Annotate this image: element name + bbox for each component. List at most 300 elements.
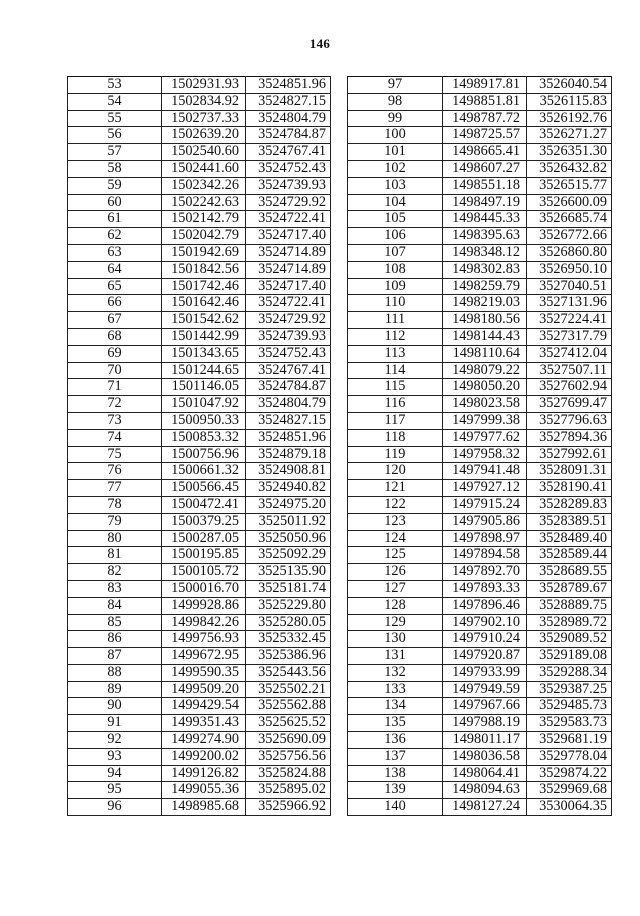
y-coordinate-cell: 3525386.96 <box>246 648 331 665</box>
table-row <box>348 530 612 547</box>
table-row <box>68 379 331 396</box>
point-number-cell: 62 <box>68 228 162 245</box>
x-coordinate-cell: 1497896.46 <box>443 597 527 614</box>
point-number-cell: 67 <box>68 312 162 329</box>
y-coordinate-cell: 3528289.83 <box>527 496 612 513</box>
table-row <box>68 127 331 144</box>
point-number-cell: 134 <box>348 698 443 715</box>
x-coordinate-cell: 1498064.41 <box>443 765 527 782</box>
point-number-cell: 71 <box>68 379 162 396</box>
point-number-cell: 124 <box>348 530 443 547</box>
point-number-cell: 103 <box>348 177 443 194</box>
x-coordinate-cell: 1497910.24 <box>443 631 527 648</box>
x-coordinate-cell: 1501642.46 <box>162 295 246 312</box>
point-number-cell: 131 <box>348 648 443 665</box>
y-coordinate-cell: 3525756.56 <box>246 748 331 765</box>
x-coordinate-cell: 1500195.85 <box>162 547 246 564</box>
table-row <box>68 278 331 295</box>
y-coordinate-cell: 3529089.52 <box>527 631 612 648</box>
table-row <box>68 446 331 463</box>
table-row <box>348 631 612 648</box>
y-coordinate-cell: 3529681.19 <box>527 732 612 749</box>
point-number-cell: 139 <box>348 782 443 799</box>
x-coordinate-cell: 1500379.25 <box>162 513 246 530</box>
point-number-cell: 60 <box>68 194 162 211</box>
point-number-cell: 55 <box>68 110 162 127</box>
y-coordinate-cell: 3524714.89 <box>246 261 331 278</box>
table-row <box>68 177 331 194</box>
y-coordinate-cell: 3524851.96 <box>246 429 331 446</box>
point-number-cell: 95 <box>68 782 162 799</box>
table-row <box>348 463 612 480</box>
x-coordinate-cell: 1498787.72 <box>443 110 527 127</box>
table-row <box>348 765 612 782</box>
point-number-cell: 87 <box>68 648 162 665</box>
x-coordinate-cell: 1500756.96 <box>162 446 246 463</box>
point-number-cell: 106 <box>348 228 443 245</box>
x-coordinate-cell: 1501742.46 <box>162 278 246 295</box>
table-row <box>68 412 331 429</box>
y-coordinate-cell: 3527317.79 <box>527 328 612 345</box>
y-coordinate-cell: 3527507.11 <box>527 362 612 379</box>
x-coordinate-cell: 1498665.41 <box>443 144 527 161</box>
point-number-cell: 125 <box>348 547 443 564</box>
y-coordinate-cell: 3527796.63 <box>527 412 612 429</box>
point-number-cell: 135 <box>348 715 443 732</box>
point-number-cell: 65 <box>68 278 162 295</box>
point-number-cell: 121 <box>348 480 443 497</box>
point-number-cell: 59 <box>68 177 162 194</box>
y-coordinate-cell: 3526515.77 <box>527 177 612 194</box>
page-number: 146 <box>309 36 331 51</box>
point-number-cell: 56 <box>68 127 162 144</box>
point-number-cell: 73 <box>68 412 162 429</box>
table-row <box>68 496 331 513</box>
point-number-cell: 105 <box>348 211 443 228</box>
table-row <box>68 396 331 413</box>
x-coordinate-cell: 1497894.58 <box>443 547 527 564</box>
point-number-cell: 96 <box>68 799 162 816</box>
table-row <box>68 631 331 648</box>
point-number-cell: 129 <box>348 614 443 631</box>
table-row <box>348 580 612 597</box>
x-coordinate-cell: 1498607.27 <box>443 160 527 177</box>
point-number-cell: 88 <box>68 664 162 681</box>
y-coordinate-cell: 3525443.56 <box>246 664 331 681</box>
point-number-cell: 82 <box>68 564 162 581</box>
table-row <box>348 513 612 530</box>
table-row <box>348 160 612 177</box>
table-row <box>348 211 612 228</box>
y-coordinate-cell: 3528091.31 <box>527 463 612 480</box>
point-number-cell: 100 <box>348 127 443 144</box>
point-number-cell: 94 <box>68 765 162 782</box>
point-number-cell: 123 <box>348 513 443 530</box>
x-coordinate-cell: 1498725.57 <box>443 127 527 144</box>
y-coordinate-cell: 3525966.92 <box>246 799 331 816</box>
table-row <box>348 648 612 665</box>
table-row <box>68 345 331 362</box>
table-row <box>68 782 331 799</box>
table-row <box>348 312 612 329</box>
table-row <box>68 194 331 211</box>
y-coordinate-cell: 3530064.35 <box>527 799 612 816</box>
table-row <box>68 748 331 765</box>
y-coordinate-cell: 3524729.92 <box>246 194 331 211</box>
table-row <box>68 732 331 749</box>
y-coordinate-cell: 3524784.87 <box>246 127 331 144</box>
coordinate-table-left <box>67 76 331 816</box>
x-coordinate-cell: 1500661.32 <box>162 463 246 480</box>
table-row <box>348 295 612 312</box>
table-row <box>348 228 612 245</box>
y-coordinate-cell: 3529189.08 <box>527 648 612 665</box>
point-number-cell: 133 <box>348 681 443 698</box>
x-coordinate-cell: 1499672.95 <box>162 648 246 665</box>
y-coordinate-cell: 3524975.20 <box>246 496 331 513</box>
table-row <box>68 681 331 698</box>
y-coordinate-cell: 3524717.40 <box>246 278 331 295</box>
table-row <box>348 614 612 631</box>
y-coordinate-cell: 3525050.96 <box>246 530 331 547</box>
x-coordinate-cell: 1497898.97 <box>443 530 527 547</box>
table-row <box>348 127 612 144</box>
x-coordinate-cell: 1501842.56 <box>162 261 246 278</box>
x-coordinate-cell: 1497915.24 <box>443 496 527 513</box>
x-coordinate-cell: 1498144.43 <box>443 328 527 345</box>
table-row <box>348 244 612 261</box>
x-coordinate-cell: 1502931.93 <box>162 77 246 94</box>
point-number-cell: 70 <box>68 362 162 379</box>
point-number-cell: 77 <box>68 480 162 497</box>
y-coordinate-cell: 3525181.74 <box>246 580 331 597</box>
table-row <box>348 194 612 211</box>
x-coordinate-cell: 1499509.20 <box>162 681 246 698</box>
y-coordinate-cell: 3524729.92 <box>246 312 331 329</box>
table-row <box>348 362 612 379</box>
x-coordinate-cell: 1502540.60 <box>162 144 246 161</box>
table-row <box>68 614 331 631</box>
y-coordinate-cell: 3528889.75 <box>527 597 612 614</box>
y-coordinate-cell: 3527040.51 <box>527 278 612 295</box>
point-number-cell: 111 <box>348 312 443 329</box>
table-row <box>348 782 612 799</box>
point-number-cell: 117 <box>348 412 443 429</box>
point-number-cell: 137 <box>348 748 443 765</box>
y-coordinate-cell: 3525824.88 <box>246 765 331 782</box>
table-row <box>348 77 612 94</box>
y-coordinate-cell: 3526685.74 <box>527 211 612 228</box>
x-coordinate-cell: 1497999.38 <box>443 412 527 429</box>
y-coordinate-cell: 3529969.68 <box>527 782 612 799</box>
table-row <box>68 228 331 245</box>
table-row <box>68 312 331 329</box>
y-coordinate-cell: 3529485.73 <box>527 698 612 715</box>
y-coordinate-cell: 3524784.87 <box>246 379 331 396</box>
point-number-cell: 93 <box>68 748 162 765</box>
point-number-cell: 107 <box>348 244 443 261</box>
point-number-cell: 53 <box>68 77 162 94</box>
point-number-cell: 110 <box>348 295 443 312</box>
x-coordinate-cell: 1498259.79 <box>443 278 527 295</box>
y-coordinate-cell: 3529583.73 <box>527 715 612 732</box>
x-coordinate-cell: 1502342.26 <box>162 177 246 194</box>
table-row <box>348 177 612 194</box>
point-number-cell: 83 <box>68 580 162 597</box>
table-row <box>348 144 612 161</box>
y-coordinate-cell: 3524752.43 <box>246 345 331 362</box>
y-coordinate-cell: 3526600.09 <box>527 194 612 211</box>
y-coordinate-cell: 3526860.80 <box>527 244 612 261</box>
table-row <box>68 648 331 665</box>
table-row <box>348 698 612 715</box>
x-coordinate-cell: 1501146.05 <box>162 379 246 396</box>
x-coordinate-cell: 1501942.69 <box>162 244 246 261</box>
point-number-cell: 127 <box>348 580 443 597</box>
y-coordinate-cell: 3524940.82 <box>246 480 331 497</box>
y-coordinate-cell: 3527412.04 <box>527 345 612 362</box>
x-coordinate-cell: 1502834.92 <box>162 93 246 110</box>
y-coordinate-cell: 3528789.67 <box>527 580 612 597</box>
x-coordinate-cell: 1499429.54 <box>162 698 246 715</box>
point-number-cell: 81 <box>68 547 162 564</box>
x-coordinate-cell: 1498395.63 <box>443 228 527 245</box>
x-coordinate-cell: 1498011.17 <box>443 732 527 749</box>
x-coordinate-cell: 1501244.65 <box>162 362 246 379</box>
point-number-cell: 64 <box>68 261 162 278</box>
x-coordinate-cell: 1498219.03 <box>443 295 527 312</box>
x-coordinate-cell: 1498180.56 <box>443 312 527 329</box>
table-row <box>68 547 331 564</box>
y-coordinate-cell: 3527992.61 <box>527 446 612 463</box>
x-coordinate-cell: 1499126.82 <box>162 765 246 782</box>
y-coordinate-cell: 3526772.66 <box>527 228 612 245</box>
x-coordinate-cell: 1502737.33 <box>162 110 246 127</box>
y-coordinate-cell: 3528989.72 <box>527 614 612 631</box>
x-coordinate-cell: 1498094.63 <box>443 782 527 799</box>
y-coordinate-cell: 3526271.27 <box>527 127 612 144</box>
x-coordinate-cell: 1498348.12 <box>443 244 527 261</box>
table-row <box>68 564 331 581</box>
table-row <box>348 715 612 732</box>
x-coordinate-cell: 1497949.59 <box>443 681 527 698</box>
table-row <box>68 77 331 94</box>
point-number-cell: 61 <box>68 211 162 228</box>
table-row <box>68 765 331 782</box>
x-coordinate-cell: 1498302.83 <box>443 261 527 278</box>
x-coordinate-cell: 1500853.32 <box>162 429 246 446</box>
y-coordinate-cell: 3528589.44 <box>527 547 612 564</box>
x-coordinate-cell: 1498497.19 <box>443 194 527 211</box>
coordinate-table-right <box>347 76 612 816</box>
y-coordinate-cell: 3524804.79 <box>246 396 331 413</box>
table-row <box>348 110 612 127</box>
point-number-cell: 136 <box>348 732 443 749</box>
y-coordinate-cell: 3529778.04 <box>527 748 612 765</box>
x-coordinate-cell: 1498023.58 <box>443 396 527 413</box>
table-row <box>348 547 612 564</box>
x-coordinate-cell: 1500105.72 <box>162 564 246 581</box>
x-coordinate-cell: 1502441.60 <box>162 160 246 177</box>
x-coordinate-cell: 1497892.70 <box>443 564 527 581</box>
y-coordinate-cell: 3525229.80 <box>246 597 331 614</box>
x-coordinate-cell: 1498127.24 <box>443 799 527 816</box>
x-coordinate-cell: 1498445.33 <box>443 211 527 228</box>
point-number-cell: 119 <box>348 446 443 463</box>
y-coordinate-cell: 3524767.41 <box>246 144 331 161</box>
table-row <box>68 211 331 228</box>
x-coordinate-cell: 1498985.68 <box>162 799 246 816</box>
table-row <box>348 799 612 816</box>
point-number-cell: 114 <box>348 362 443 379</box>
x-coordinate-cell: 1502242.63 <box>162 194 246 211</box>
point-number-cell: 113 <box>348 345 443 362</box>
point-number-cell: 104 <box>348 194 443 211</box>
table-row <box>348 748 612 765</box>
point-number-cell: 69 <box>68 345 162 362</box>
table-row <box>68 144 331 161</box>
point-number-cell: 109 <box>348 278 443 295</box>
point-number-cell: 130 <box>348 631 443 648</box>
y-coordinate-cell: 3527894.36 <box>527 429 612 446</box>
y-coordinate-cell: 3526192.76 <box>527 110 612 127</box>
table-row <box>68 93 331 110</box>
y-coordinate-cell: 3525562.88 <box>246 698 331 715</box>
table-row <box>348 496 612 513</box>
x-coordinate-cell: 1502639.20 <box>162 127 246 144</box>
y-coordinate-cell: 3525625.52 <box>246 715 331 732</box>
point-number-cell: 75 <box>68 446 162 463</box>
table-row <box>68 580 331 597</box>
x-coordinate-cell: 1502042.79 <box>162 228 246 245</box>
table-row <box>348 429 612 446</box>
x-coordinate-cell: 1501047.92 <box>162 396 246 413</box>
y-coordinate-cell: 3524879.18 <box>246 446 331 463</box>
table-row <box>68 362 331 379</box>
point-number-cell: 116 <box>348 396 443 413</box>
table-row <box>68 698 331 715</box>
y-coordinate-cell: 3526432.82 <box>527 160 612 177</box>
y-coordinate-cell: 3528389.51 <box>527 513 612 530</box>
y-coordinate-cell: 3524827.15 <box>246 93 331 110</box>
table-row <box>348 93 612 110</box>
y-coordinate-cell: 3528689.55 <box>527 564 612 581</box>
point-number-cell: 89 <box>68 681 162 698</box>
point-number-cell: 97 <box>348 77 443 94</box>
x-coordinate-cell: 1497927.12 <box>443 480 527 497</box>
table-row <box>348 328 612 345</box>
y-coordinate-cell: 3527699.47 <box>527 396 612 413</box>
y-coordinate-cell: 3526351.30 <box>527 144 612 161</box>
x-coordinate-cell: 1497933.99 <box>443 664 527 681</box>
point-number-cell: 58 <box>68 160 162 177</box>
y-coordinate-cell: 3524722.41 <box>246 295 331 312</box>
table-row <box>68 513 331 530</box>
x-coordinate-cell: 1499055.36 <box>162 782 246 799</box>
x-coordinate-cell: 1502142.79 <box>162 211 246 228</box>
y-coordinate-cell: 3527602.94 <box>527 379 612 396</box>
x-coordinate-cell: 1498110.64 <box>443 345 527 362</box>
y-coordinate-cell: 3529874.22 <box>527 765 612 782</box>
x-coordinate-cell: 1497958.32 <box>443 446 527 463</box>
table-row <box>348 446 612 463</box>
y-coordinate-cell: 3526115.83 <box>527 93 612 110</box>
y-coordinate-cell: 3524752.43 <box>246 160 331 177</box>
point-number-cell: 92 <box>68 732 162 749</box>
y-coordinate-cell: 3524908.81 <box>246 463 331 480</box>
point-number-cell: 80 <box>68 530 162 547</box>
table-row <box>68 715 331 732</box>
x-coordinate-cell: 1497905.86 <box>443 513 527 530</box>
y-coordinate-cell: 3529288.34 <box>527 664 612 681</box>
x-coordinate-cell: 1501343.65 <box>162 345 246 362</box>
point-number-cell: 98 <box>348 93 443 110</box>
x-coordinate-cell: 1498036.58 <box>443 748 527 765</box>
table-row <box>68 664 331 681</box>
point-number-cell: 57 <box>68 144 162 161</box>
y-coordinate-cell: 3525092.29 <box>246 547 331 564</box>
y-coordinate-cell: 3525895.02 <box>246 782 331 799</box>
y-coordinate-cell: 3526040.54 <box>527 77 612 94</box>
x-coordinate-cell: 1498851.81 <box>443 93 527 110</box>
point-number-cell: 66 <box>68 295 162 312</box>
table-row <box>68 530 331 547</box>
point-number-cell: 99 <box>348 110 443 127</box>
point-number-cell: 78 <box>68 496 162 513</box>
table-row <box>348 480 612 497</box>
table-row <box>68 160 331 177</box>
y-coordinate-cell: 3525690.09 <box>246 732 331 749</box>
x-coordinate-cell: 1497967.66 <box>443 698 527 715</box>
point-number-cell: 74 <box>68 429 162 446</box>
table-row <box>68 261 331 278</box>
point-number-cell: 128 <box>348 597 443 614</box>
point-number-cell: 115 <box>348 379 443 396</box>
table-row <box>348 664 612 681</box>
y-coordinate-cell: 3527224.41 <box>527 312 612 329</box>
x-coordinate-cell: 1498551.18 <box>443 177 527 194</box>
y-coordinate-cell: 3524722.41 <box>246 211 331 228</box>
table-row <box>348 597 612 614</box>
point-number-cell: 108 <box>348 261 443 278</box>
point-number-cell: 102 <box>348 160 443 177</box>
point-number-cell: 79 <box>68 513 162 530</box>
table-row <box>68 799 331 816</box>
x-coordinate-cell: 1497893.33 <box>443 580 527 597</box>
table-row <box>68 463 331 480</box>
table-row <box>68 480 331 497</box>
x-coordinate-cell: 1498917.81 <box>443 77 527 94</box>
point-number-cell: 54 <box>68 93 162 110</box>
point-number-cell: 72 <box>68 396 162 413</box>
x-coordinate-cell: 1499590.35 <box>162 664 246 681</box>
table-row <box>348 345 612 362</box>
table-row <box>348 412 612 429</box>
y-coordinate-cell: 3524739.93 <box>246 328 331 345</box>
x-coordinate-cell: 1497988.19 <box>443 715 527 732</box>
table-row <box>68 328 331 345</box>
y-coordinate-cell: 3528190.41 <box>527 480 612 497</box>
point-number-cell: 101 <box>348 144 443 161</box>
table-row <box>68 295 331 312</box>
table-row <box>348 681 612 698</box>
y-coordinate-cell: 3524714.89 <box>246 244 331 261</box>
point-number-cell: 138 <box>348 765 443 782</box>
point-number-cell: 63 <box>68 244 162 261</box>
x-coordinate-cell: 1500016.70 <box>162 580 246 597</box>
y-coordinate-cell: 3526950.10 <box>527 261 612 278</box>
table-row <box>348 278 612 295</box>
